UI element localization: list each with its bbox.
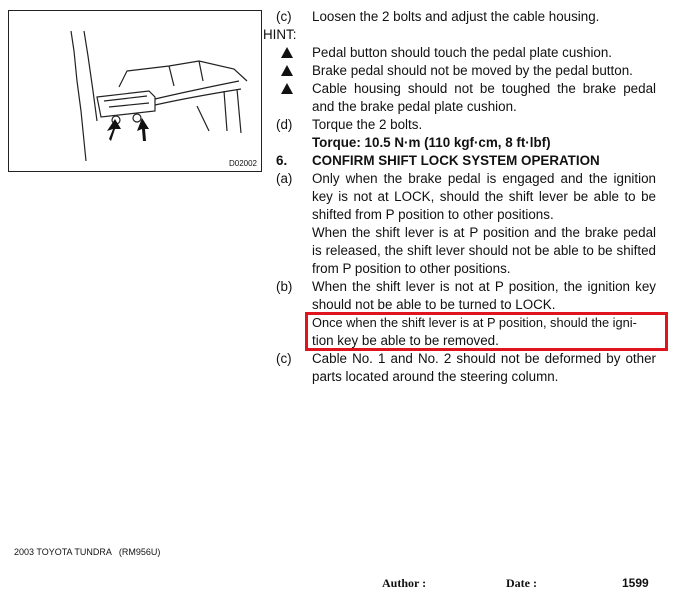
step-d-text: Torque the 2 bolts. xyxy=(312,117,423,132)
warning-triangle-icon xyxy=(281,83,293,94)
step-a-line-2: key is not at LOCK, should the shift lever be able to be xyxy=(312,189,656,204)
torque-spec: Torque: 10.5 N·m (110 kgf·cm, 8 ft·lbf) xyxy=(312,135,551,150)
step-c2-marker: (c) xyxy=(276,351,292,366)
step-b-marker: (b) xyxy=(276,279,293,294)
hint-item-3-line-2: and the brake pedal plate cushion. xyxy=(312,99,517,114)
step-c-marker: (c) xyxy=(276,9,292,24)
warning-triangle-icon xyxy=(281,47,293,58)
step-a-line-5: is released, the shift lever should not be able to be shifted xyxy=(312,243,656,258)
figure-code: D02002 xyxy=(228,159,257,168)
page-number: 1599 xyxy=(622,576,649,590)
step-b-line-1: When the shift lever is not at P position, the ignition key xyxy=(312,279,656,294)
step-a-line-4: When the shift lever is at P position and the brake pedal xyxy=(312,225,656,240)
manual-reference: 2003 TOYOTA TUNDRA (RM956U) xyxy=(14,547,161,557)
step-a-line-3: shifted from P position to other positions. xyxy=(312,207,554,222)
step-c2-line-1: Cable No. 1 and No. 2 should not be deformed by other xyxy=(312,351,656,366)
brake-pedal-diagram xyxy=(9,11,263,173)
step-a-line-6: from P position to other positions. xyxy=(312,261,511,276)
author-label: Author : xyxy=(382,576,427,590)
step-c-text: Loosen the 2 bolts and adjust the cable housing. xyxy=(312,9,600,24)
step-b-line-2: should not be able to be turned to LOCK. xyxy=(312,297,556,312)
section-6-marker: 6. xyxy=(276,153,288,168)
step-b-line-3: Once when the shift lever is at P position, should the igni- xyxy=(312,315,637,330)
hint-item-1: Pedal button should touch the pedal plate cushion. xyxy=(312,45,613,60)
step-d-marker: (d) xyxy=(276,117,293,132)
step-b-line-4: tion key be able to be removed. xyxy=(312,333,499,348)
date-label: Date : xyxy=(506,576,537,590)
hint-item-3-line-1: Cable housing should not be toughed the brake pedal xyxy=(312,81,656,96)
section-6-title: CONFIRM SHIFT LOCK SYSTEM OPERATION xyxy=(312,153,600,168)
step-a-marker: (a) xyxy=(276,171,293,186)
warning-triangle-icon xyxy=(281,65,293,76)
illustration-figure xyxy=(8,10,262,172)
step-a-line-1: Only when the brake pedal is engaged and the ignition xyxy=(312,171,656,186)
hint-label: HINT: xyxy=(263,27,297,42)
hint-item-2: Brake pedal should not be moved by the pedal button. xyxy=(312,63,633,78)
step-c2-line-2: parts located around the steering column. xyxy=(312,369,559,384)
